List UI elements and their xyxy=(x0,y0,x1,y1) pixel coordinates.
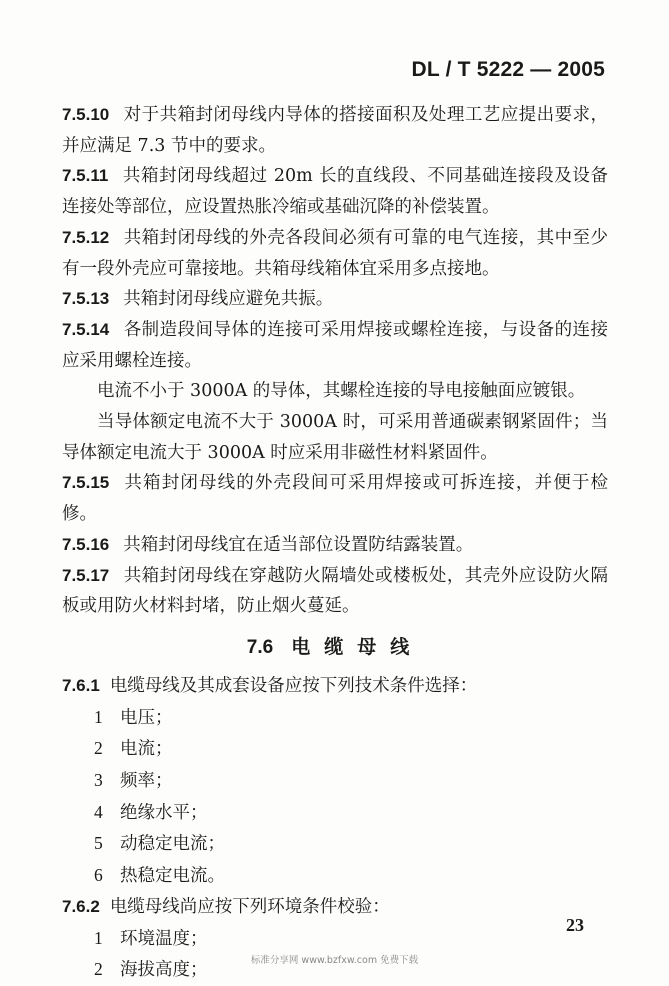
list-item-number: 6 xyxy=(94,865,103,886)
clause-number: 7.5.14 xyxy=(62,319,110,339)
page-number: 23 xyxy=(566,915,584,935)
list-item xyxy=(62,828,608,860)
page-body xyxy=(62,100,608,986)
clause-7-5-14-fasteners: 当导体额定电流不大于 3000A 时，可采用普通碳素钢紧固件；当导体额定电流大于 3000A 时应采用非磁性材料紧固件。 xyxy=(62,412,608,463)
list-item xyxy=(62,702,608,734)
clause-number: 7.6.2 xyxy=(62,896,100,916)
clause-7-6-1 xyxy=(62,671,608,702)
clause-number: 7.5.15 xyxy=(62,473,110,493)
list-item xyxy=(62,733,608,765)
section-title: 电缆母线 xyxy=(291,635,424,658)
clause-number: 7.5.12 xyxy=(62,227,110,247)
clause-number: 7.5.17 xyxy=(62,565,110,585)
list-item-text: 电压； xyxy=(120,707,173,728)
clause-number: 7.5.10 xyxy=(62,105,110,124)
list-item-number: 1 xyxy=(94,706,103,727)
list-item-text: 海拔高度； xyxy=(120,960,208,981)
list-item-text: 电流； xyxy=(120,739,173,760)
list-item-number: 4 xyxy=(94,801,103,822)
clause-7-6-2 xyxy=(62,892,608,923)
section-number: 7.6 xyxy=(246,636,274,658)
list-item-text: 热稳定电流。 xyxy=(120,866,225,887)
list-item-text: 绝缘水平； xyxy=(120,802,208,823)
clause-7-5-10 xyxy=(62,100,608,161)
clause-text: 各制造段间导体的连接可采用焊接或螺栓连接，与设备的连接应采用螺栓连接。 xyxy=(62,319,608,371)
clause-7-5-11 xyxy=(62,161,608,222)
section-heading xyxy=(62,632,608,663)
clause-7-5-15 xyxy=(62,468,608,529)
list-item xyxy=(62,765,608,797)
list-item-number: 2 xyxy=(94,738,103,759)
clause-7-5-12 xyxy=(62,223,608,284)
footer-watermark: 标准分享网 www.bzfxw.com 免费下载 xyxy=(250,955,419,966)
clause-text: 共箱封闭母线宜在适当部位设置防结露装置。 xyxy=(123,534,474,555)
list-item xyxy=(62,860,608,892)
clause-text: 共箱封闭母线的外壳各段间必须有可靠的电气连接，其中至少有一段外壳应可靠接地。共箱母线箱体宜采用多点接地。 xyxy=(62,227,608,279)
list-item-number: 3 xyxy=(94,770,103,791)
list-item-number: 5 xyxy=(94,833,103,854)
clause-7-5-16 xyxy=(62,530,608,561)
clause-7-5-17 xyxy=(62,561,608,622)
clause-7-5-13 xyxy=(62,284,608,315)
clause-text: 共箱封闭母线的外壳段间可采用焊接或可拆连接，并便于检修。 xyxy=(62,473,608,525)
clause-text: 共箱封闭母线在穿越防火隔墙处或楼板处，其壳外应设防火隔板或用防火材料封堵，防止烟火蔓延。 xyxy=(62,565,608,617)
clause-number: 7.5.13 xyxy=(62,289,110,309)
list-item xyxy=(62,923,608,955)
list-item-text: 频率； xyxy=(120,771,173,792)
clause-number: 7.5.16 xyxy=(62,534,110,554)
list-item-text: 动稳定电流； xyxy=(120,834,225,855)
clause-text: 对于共箱封闭母线内导体的搭接面积及处理工艺应提出要求，并应满足 7.3 节中的要求。 xyxy=(62,105,608,156)
clause-7-5-14-silver-plating: 电流不小于 3000A 的导体，其螺栓连接的导电接触面应镀银。 xyxy=(97,381,586,402)
clause-text: 共箱封闭母线超过 20m 长的直线段、不同基础连接段及设备连接处等部位，应设置热胀冷缩或基础沉降的补偿装置。 xyxy=(62,166,608,218)
clause-number: 7.6.1 xyxy=(62,675,100,695)
clause-number: 7.5.11 xyxy=(62,166,109,186)
list-item xyxy=(62,797,608,829)
clause-7-5-14 xyxy=(62,315,608,376)
list-item-number: 2 xyxy=(94,959,103,980)
clause-text: 电缆母线尚应按下列环境条件校验： xyxy=(109,896,390,917)
list-item-text: 环境温度； xyxy=(120,928,208,949)
list-item-number: 1 xyxy=(94,927,103,948)
clause-text: 共箱封闭母线应避免共振。 xyxy=(123,289,334,310)
clause-text: 电缆母线及其成套设备应按下列技术条件选择： xyxy=(109,675,478,696)
document-code-header: DL / T 5222 — 2005 xyxy=(411,58,605,81)
technical-conditions-list xyxy=(62,702,608,892)
